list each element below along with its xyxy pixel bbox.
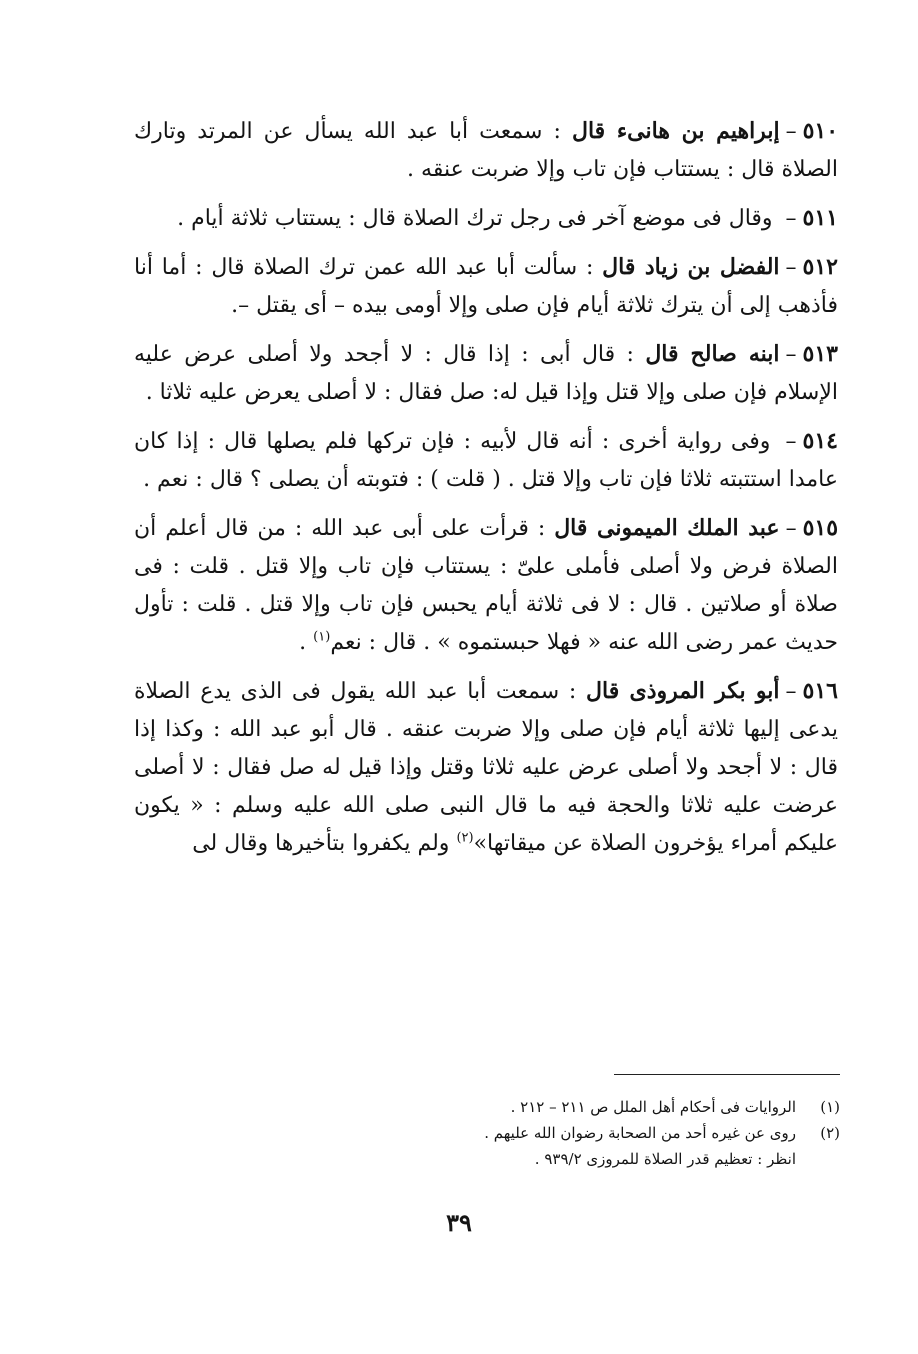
- footnote-mark: (١): [820, 1098, 840, 1116]
- entry-text: : سمعت أبا عبد الله يقول فى الذى يدع الصلاة يدعى إليها ثلاثة أيام فإن صلى وإلا ضربت عنقه . قال أبو عبد الله : وكذا إذا قال : لا أجحد ولا أصلى عرض عليه ثلاثا وقتل وإذا قيل له صل فقال : لا أصلى عرضت عليه ثلاثا والحجة فيه ما قال النبى صلى الله عليه وسلم : « يكون عليكم أمراء يؤخرون الصلاة عن ميقاتها»: [134, 679, 838, 856]
- narrator-name: أبو بكر المروذى قال: [586, 678, 780, 704]
- narrator-name: إبراهيم بن هانىء قال: [571, 118, 780, 144]
- entry-text: وقال فى موضع آخر فى رجل ترك الصلاة قال : يستتاب ثلاثة أيام .: [177, 206, 773, 231]
- page-number: ٣٩: [446, 1208, 472, 1237]
- entry-dash: –: [785, 429, 797, 454]
- footnote-divider: [614, 1074, 840, 1075]
- footnote-2-continued: [300, 1146, 840, 1172]
- footnote-text: انظر : تعظيم قدر الصلاة للمروزى ٩٣٩/٢ .: [534, 1150, 796, 1168]
- footnote-mark: (٢): [820, 1124, 840, 1142]
- entry-515: [134, 509, 838, 662]
- footnote-ref-2[interactable]: (٢): [456, 830, 474, 846]
- entry-number: ٥١٠: [802, 118, 839, 144]
- footnote-1: [300, 1094, 840, 1120]
- entry-number: ٥١٥: [802, 515, 839, 541]
- footnotes: [300, 1094, 840, 1172]
- footnote-text: الروايات فى أحكام أهل الملل ص ٢١١ – ٢١٢ .: [510, 1098, 796, 1116]
- footnote-ref-1[interactable]: (١): [313, 629, 331, 645]
- entry-number: ٥١٣: [802, 341, 838, 367]
- entry-513: [134, 335, 838, 412]
- narrator-name: الفضل بن زياد قال: [602, 254, 780, 280]
- entry-dash: –: [785, 206, 797, 231]
- entry-text: : سمعت أبا عبد الله يسأل عن المرتد وتارك الصلاة قال : يستتاب فإن تاب وإلا ضربت عنقه .: [134, 119, 838, 182]
- entry-dash: –: [785, 342, 797, 367]
- main-text: [134, 112, 838, 873]
- entry-516: [134, 672, 838, 863]
- entry-511: [134, 199, 838, 238]
- entry-number: ٥١٤: [802, 428, 838, 454]
- entry-number: ٥١١: [802, 205, 838, 231]
- footnote-2: [300, 1120, 840, 1146]
- footnote-text: روى عن غيره أحد من الصحابة رضوان الله عليهم .: [484, 1124, 796, 1142]
- entry-dash: –: [785, 119, 797, 144]
- entry-text: : قرأت على أبى عبد الله : من قال أعلم أن الصلاة فرض ولا أصلى فأملى علىّ : يستتاب فإن تاب وإلا قتل . قلت : فى صلاة أو صلاتين . قال : لا فى ثلاثة أيام يحبس فإن تاب وإلا قتل . قلت : تأول حديث عمر رضى الله عنه « فهلا حبستموه » . قال : نعم: [134, 516, 838, 655]
- narrator-name: عبد الملك الميمونى قال: [554, 515, 780, 541]
- entry-text: : سألت أبا عبد الله عمن ترك الصلاة قال : أما أنا فأذهب إلى أن يترك ثلاثة أيام فإن صلى وإلا أومى بيده – أى يقتل –.: [134, 255, 838, 318]
- entry-text: وفى رواية أخرى : أنه قال لأبيه : فإن تركها فلم يصلها قال : إذا كان عامدا استتبته ثلاثا فإن تاب وإلا قتل . ( قلت ) : فتوبته أن يصلى ؟ قال : نعم .: [134, 429, 838, 492]
- entry-dash: –: [785, 516, 797, 541]
- entry-514: [134, 422, 838, 499]
- entry-text-tail: .: [299, 630, 314, 655]
- entry-text: : قال أبى : إذا قال : لا أجحد ولا أصلى عرض عليه الإسلام فإن صلى وإلا قتل وإذا قيل له: صل فقال : لا أصلى يعرض عليه ثلاثا .: [134, 342, 838, 405]
- entry-512: [134, 248, 838, 325]
- entry-number: ٥١٢: [802, 254, 838, 280]
- entry-510: [134, 112, 838, 189]
- entry-dash: –: [785, 679, 797, 704]
- entry-text-tail: ولم يكفروا بتأخيرها وقال لى: [192, 831, 457, 856]
- narrator-name: ابنه صالح قال: [645, 341, 780, 367]
- entry-dash: –: [785, 255, 797, 280]
- entry-number: ٥١٦: [802, 678, 838, 704]
